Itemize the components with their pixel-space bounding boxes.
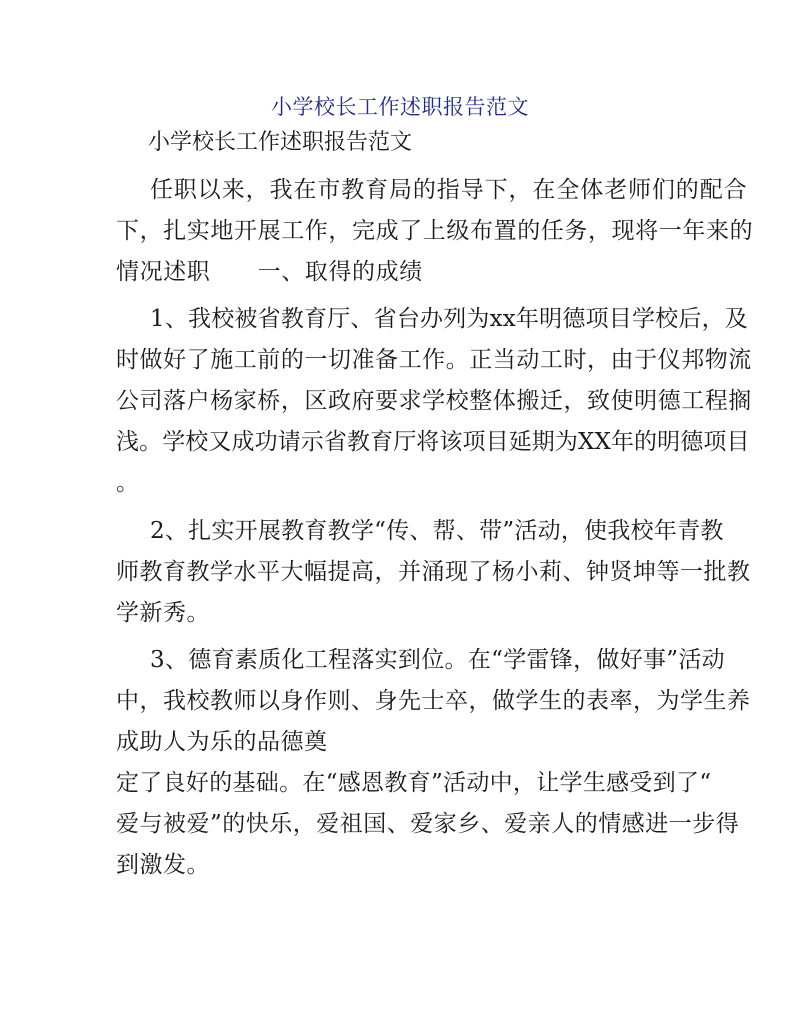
body-line: 情况述职 一、取得的成绩 bbox=[116, 259, 423, 285]
body-line: 学新秀。 bbox=[116, 600, 210, 626]
body-line: 。 bbox=[116, 470, 139, 496]
body-line: 3、德育素质化工程落实到位。在“学雷锋，做好事”活动 bbox=[150, 647, 725, 673]
body-line: 1、我校被省教育厅、省台办列为xx年明德项目学校后，及 bbox=[150, 306, 748, 332]
body-line: 到激发。 bbox=[116, 852, 210, 878]
body-line: 浅。学校又成功请示省教育厅将该项目延期为XX年的明德项目 bbox=[116, 429, 750, 455]
body-line: 2、扎实开展教育教学“传、帮、带”活动，使我校年青教 bbox=[150, 518, 724, 544]
body-line: 成助人为乐的品德奠 bbox=[116, 729, 328, 755]
document-title: 小学校长工作述职报告范文 bbox=[271, 95, 529, 119]
body-line: 时做好了施工前的一切准备工作。正当动工时，由于仪邦物流 bbox=[116, 347, 752, 373]
body-line: 师教育教学水平大幅提高，并涌现了杨小莉、钟贤坤等一批教 bbox=[116, 559, 751, 585]
body-line: 中，我校教师以身作则、身先士卒，做学生的表率，为学生养 bbox=[116, 688, 751, 714]
body-line: 任职以来，我在市教育局的指导下，在全体老师们的配合 bbox=[150, 177, 748, 203]
body-line: 爱与被爱”的快乐，爱祖国、爱家乡、爱亲人的情感进一步得 bbox=[116, 811, 740, 837]
body-line: 定了良好的基础。在“感恩教育”活动中，让学生感受到了“ bbox=[116, 770, 712, 796]
body-line: 公司落户杨家桥，区政府要求学校整体搬迁，致使明德工程搁 bbox=[116, 388, 752, 414]
body-line: 下，扎实地开展工作，完成了上级布置的任务，现将一年来的 bbox=[116, 218, 754, 244]
document-subtitle: 小学校长工作述职报告范文 bbox=[148, 130, 413, 155]
